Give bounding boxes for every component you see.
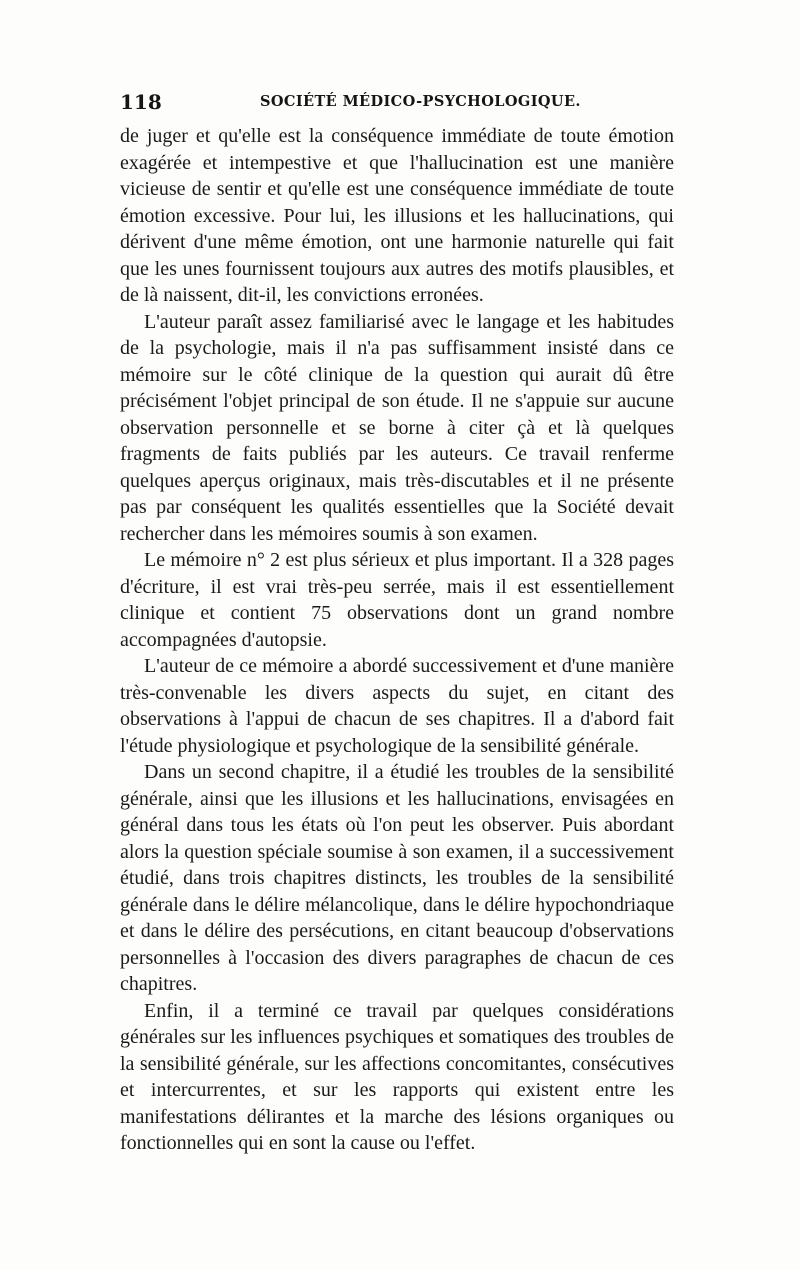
page-header bbox=[120, 90, 680, 120]
paragraph-5: Dans un second chapitre, il a étudié les troubles de la sensibilité générale, ainsi que les illusions et les hallucinations, envisagées en général dans tous les états où l'on peut les observer. Puis abordant alors la question spéciale soumise à son examen, il a successivement étudié, dans trois chapitres distincts, les troubles de la sensibilité générale dans le délire mélancolique, dans le délire hypochondriaque et dans le délire des persécutions, en citant beaucoup d'observations personnelles à l'occasion des divers paragraphes de chacun de ces chapitres. bbox=[120, 761, 674, 995]
running-head: SOCIÉTÉ MÉDICO-PSYCHOLOGIQUE. bbox=[260, 93, 581, 110]
paragraph-4: L'auteur de ce mémoire a abordé successivement et d'une manière très-convenable les divers aspects du sujet, en citant des observations à l'appui de chacun de ses chapitres. Il a d'abord fait l'étude physiologique et psychologique de la sensibilité générale. bbox=[120, 655, 674, 757]
page-number: 118 bbox=[120, 90, 162, 114]
paragraph-2: L'auteur paraît assez familiarisé avec le langage et les habitudes de la psychologie, mais il n'a pas suffisamment insisté dans ce mémoire sur le côté clinique de la question qui aurait dû être précisément l'objet principal de son étude. Il ne s'appuie sur aucune observation personnelle et se borne à citer çà et là quelques fragments de faits publiés par les auteurs. Ce travail renferme quelques aperçus originaux, mais très-discutables et il ne présente pas par conséquent les qualités essentielles que la Société devait rechercher dans les mémoires soumis à son examen. bbox=[120, 310, 674, 545]
body-text bbox=[120, 123, 674, 1157]
paragraph-6: Enfin, il a terminé ce travail par quelques considérations générales sur les influences psychiques et somatiques des troubles de la sensibilité générale, sur les affections concomitantes, consécutives et intercurrentes, et sur les rapports qui existent entre les manifestations délirantes et la marche des lésions organiques ou fonctionnelles qui en sont la cause ou l'effet. bbox=[120, 999, 674, 1154]
paragraph-3: Le mémoire n° 2 est plus sérieux et plus important. Il a 328 pages d'écriture, il est vrai très-peu serrée, mais il est essentiellement clinique et contient 75 observations dont un grand nombre accompagnées d'autopsie. bbox=[120, 549, 674, 651]
paragraph-1: de juger et qu'elle est la conséquence immédiate de toute émotion exagérée et intempestive et que l'hallucination est une manière vicieuse de sentir et qu'elle est une conséquence immédiate de toute émotion excessive. Pour lui, les illusions et les hallucinations, qui dérivent d'une même émotion, ont une harmonie naturelle qui fait que les unes fournissent toujours aux autres des motifs plausibles, et de là naissent, dit-il, les convictions erronées. bbox=[120, 125, 674, 306]
